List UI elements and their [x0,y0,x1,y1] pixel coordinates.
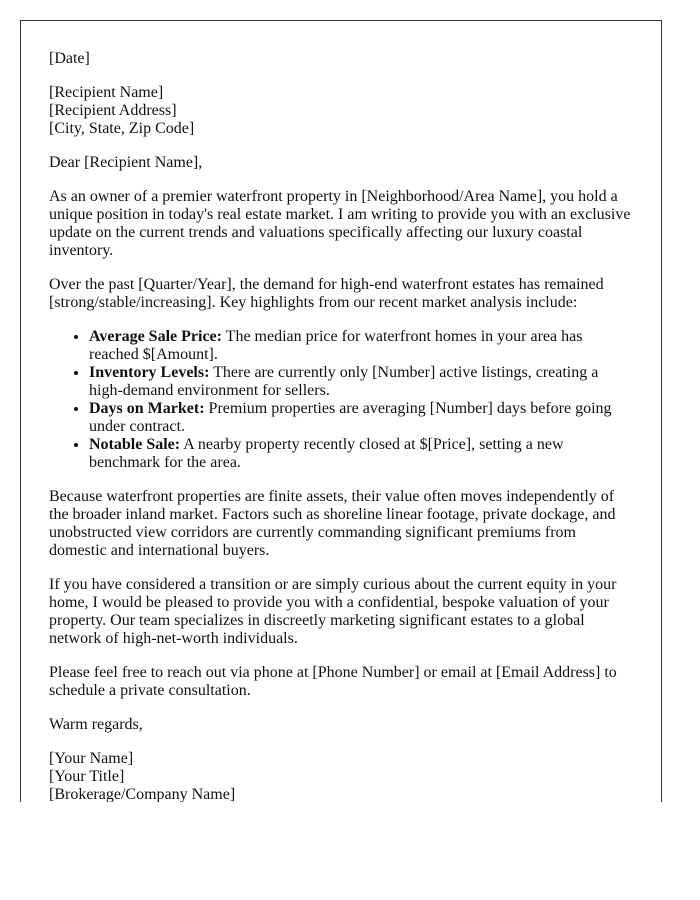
market-paragraph: Over the past [Quarter/Year], the demand for high-end waterfront estates has remained [strong/stable/increasing]. Key highlights from our recent market analysis include: [49,276,604,311]
highlight-text: A nearby property recently closed at $[Price], setting a new benchmark for the area. [89,436,564,471]
highlight-text: Premium properties are averaging [Number] days before going under contract. [89,400,612,435]
recipient-address: [Recipient Address] [49,102,177,119]
list-item [89,328,633,364]
highlight-label: Notable Sale: [89,436,181,453]
sender-name: [Your Name] [49,750,134,767]
highlight-label: Days on Market: [89,400,205,417]
sender-block [49,750,633,802]
highlight-text: There are currently only [Number] active listings, creating a high-demand environment for sellers. [89,364,599,399]
body-paragraph: If you have considered a transition or are simply curious about the current equity in your home, I would be pleased to provide you with a confidential, bespoke valuation of your property. Our team specializes in discreetly marketing significant estates to a global network of high-net-worth individuals. [49,576,617,647]
highlights-list [49,328,633,472]
recipient-city: [City, State, Zip Code] [49,120,195,137]
recipient-name: [Recipient Name] [49,84,164,101]
sender-title: [Your Title] [49,768,125,785]
letter-page [20,20,662,802]
intro-paragraph: As an owner of a premier waterfront property in [Neighborhood/Area Name], you hold a unique position in today's real estate market. I am writing to provide you with an exclusive update on the current trends and valuations specifically affecting our luxury coastal inventory. [49,188,631,259]
signoff: Warm regards, [49,716,143,733]
highlight-label: Inventory Levels: [89,364,210,381]
date: [Date] [49,50,90,67]
recipient-block [49,84,633,138]
sender-company: [Brokerage/Company Name] [49,786,236,802]
body-paragraph: Because waterfront properties are finite assets, their value often moves independently of the broader inland market. Factors such as shoreline linear footage, private dockage, and unobstructed view corridors are currently commanding significant premiums from domestic and international buyers. [49,488,616,559]
list-item [89,364,633,400]
highlight-text: The median price for waterfront homes in your area has reached $[Amount]. [89,328,583,363]
contact-paragraph: Please feel free to reach out via phone at [Phone Number] or email at [Email Address] to schedule a private consultation. [49,664,617,699]
list-item [89,436,633,472]
highlight-label: Average Sale Price: [89,328,222,345]
list-item [89,400,633,436]
salutation: Dear [Recipient Name], [49,154,203,171]
